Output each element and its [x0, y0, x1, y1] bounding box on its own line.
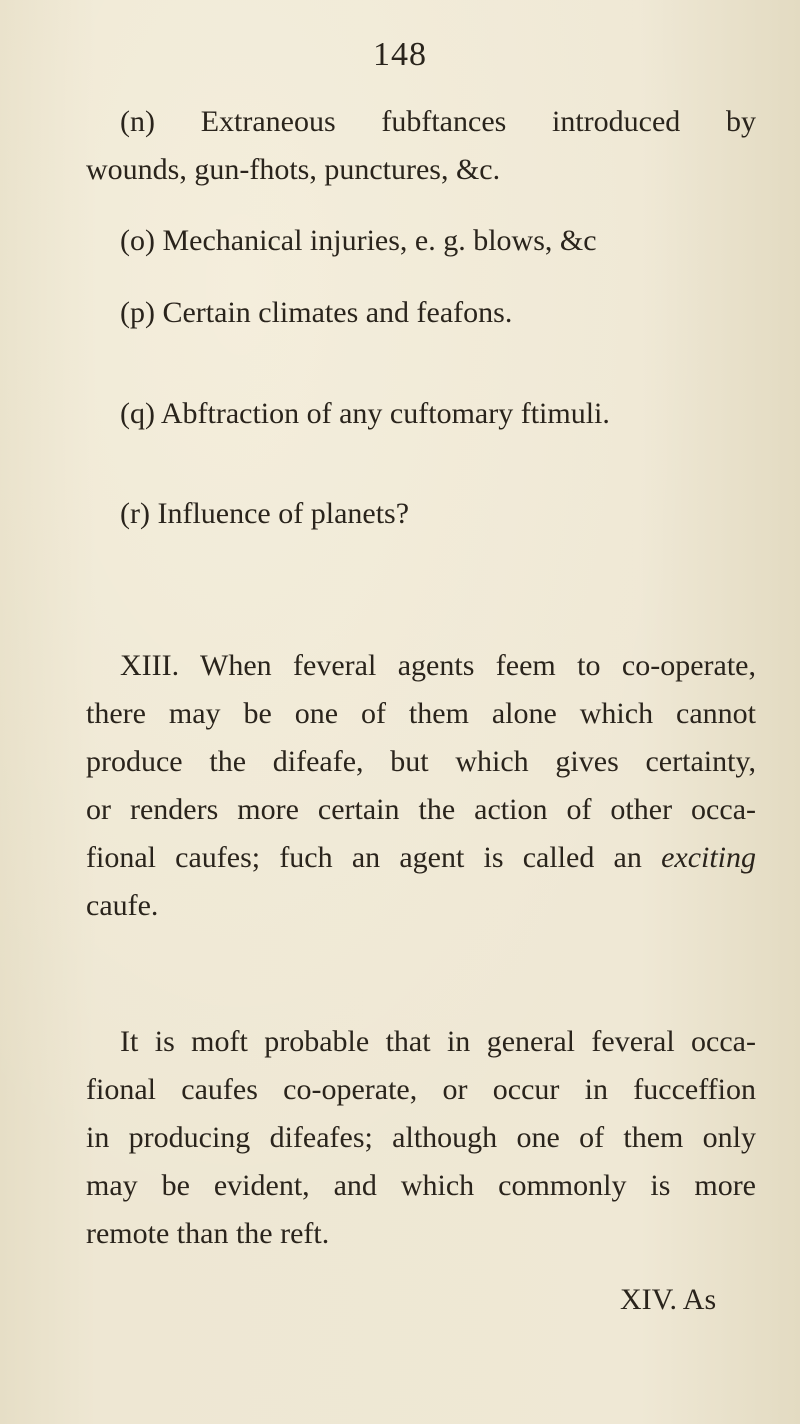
list-item-label: (q): [120, 397, 155, 430]
list-item-text: Extraneous fubftances introduced by: [200, 105, 757, 138]
list-item: [120, 494, 409, 534]
list-item-text: Influence of planets?: [157, 497, 410, 530]
list-item-label: (r): [120, 497, 150, 530]
section-xiii-line: there may be one of them alone which cannot: [86, 697, 756, 730]
section-xiii-line: caufe.: [86, 889, 159, 922]
section-xiii-line: [86, 838, 756, 878]
list-item: [120, 221, 597, 261]
section-xiii-line: produce the difeafe, but which gives certainty,: [86, 745, 756, 778]
list-item-text: Mechanical injuries, e. g. blows, &c: [162, 224, 597, 257]
list-item: [120, 394, 610, 434]
paragraph-line: in producing difeafes; although one of them only: [86, 1121, 756, 1154]
paragraph-line: fional caufes co-operate, or occur in fucceffion: [86, 1073, 756, 1106]
list-item: [120, 293, 512, 333]
list-item-label: (o): [120, 224, 155, 257]
section-xiii-line: XIII. When feveral agents feem to co-operate,: [120, 649, 756, 682]
list-item-continuation: wounds, gun-fhots, punctures, &c.: [86, 153, 501, 186]
list-item-label: (p): [120, 296, 155, 329]
list-item: [120, 102, 756, 142]
paragraph-line: remote than the reft.: [86, 1217, 330, 1250]
paragraph-line: It is moft probable that in general feveral occa-: [120, 1025, 756, 1058]
list-item-text: Abftraction of any cuftomary ftimuli.: [160, 397, 610, 430]
section-xiii-line: or renders more certain the action of other occa-: [86, 793, 756, 826]
page-number: 148: [373, 36, 427, 73]
list-item-label: (n): [120, 105, 155, 138]
list-item-text: Certain climates and feafons.: [162, 296, 513, 329]
paragraph-line: may be evident, and which commonly is more: [86, 1169, 756, 1202]
exciting-term: exciting: [661, 841, 757, 874]
catchword: XIV. As: [620, 1283, 717, 1316]
section-xiii-line-text: fional caufes; fuch an agent is called an: [86, 841, 642, 874]
